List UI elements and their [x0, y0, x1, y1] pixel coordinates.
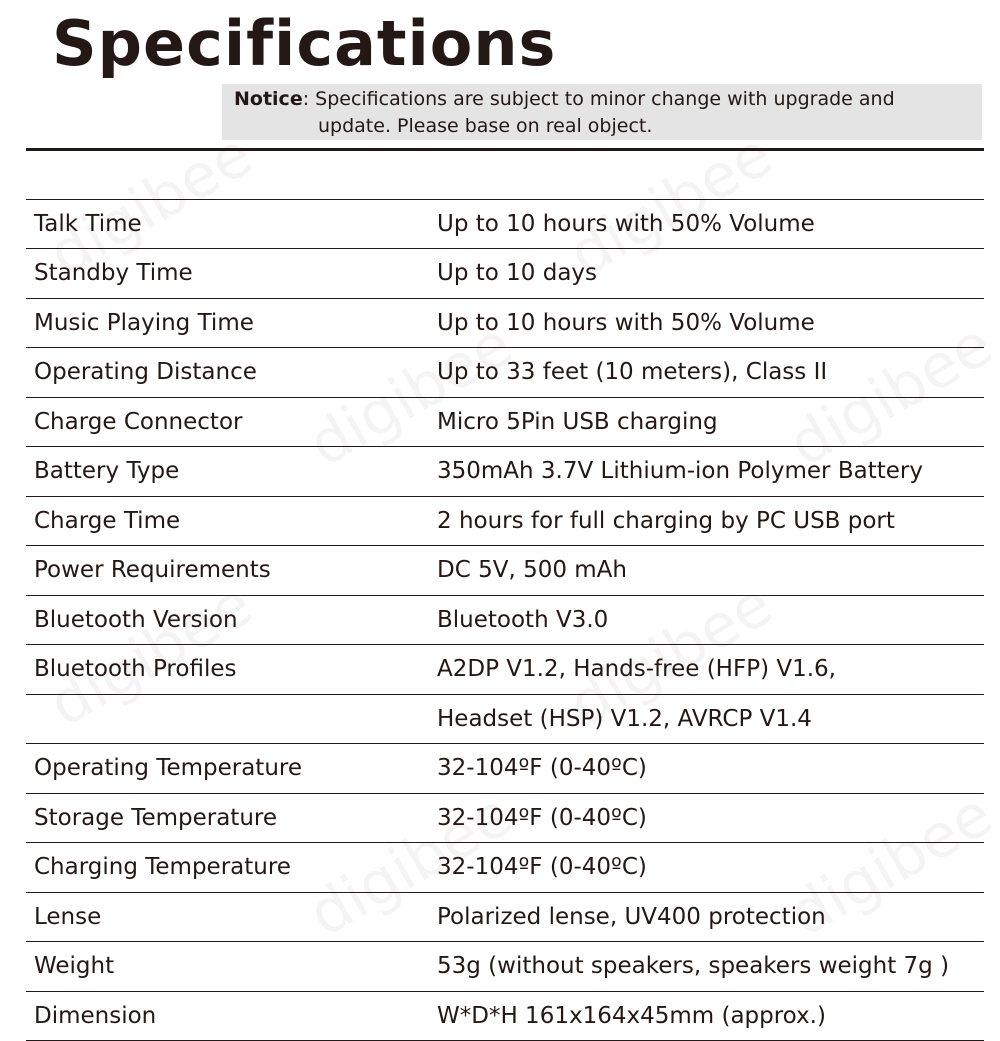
- spec-label: Power Requirements: [26, 546, 429, 596]
- spec-value: 2 hours for full charging by PC USB port: [429, 496, 984, 546]
- spec-label: Operating Distance: [26, 348, 429, 398]
- spec-label: Charging Temperature: [26, 843, 429, 893]
- table-row: [26, 397, 984, 447]
- spec-value: Up to 10 hours with 50% Volume: [429, 199, 984, 249]
- spec-label: Charge Connector: [26, 397, 429, 447]
- spec-value: 32-104ºF (0-40ºC): [429, 793, 984, 843]
- table-row: [26, 843, 984, 893]
- spec-value: W*D*H 161x164x45mm (approx.): [429, 991, 984, 1041]
- spec-label: Bluetooth Version: [26, 595, 429, 645]
- table-row: [26, 546, 984, 596]
- spec-value: A2DP V1.2, Hands-free (HFP) V1.6,: [429, 645, 984, 695]
- notice-text-line1: : Specifications are subject to minor change with upgrade and: [302, 88, 895, 110]
- spec-label: Talk Time: [26, 199, 429, 249]
- spec-label: Storage Temperature: [26, 793, 429, 843]
- table-row: [26, 991, 984, 1041]
- spec-label: Lense: [26, 892, 429, 942]
- spec-label: Operating Temperature: [26, 744, 429, 794]
- spec-value: Up to 10 days: [429, 249, 984, 299]
- table-row: [26, 199, 984, 249]
- spec-label: Bluetooth Profiles: [26, 645, 429, 695]
- spec-value: Up to 10 hours with 50% Volume: [429, 298, 984, 348]
- table-row: [26, 447, 984, 497]
- table-row: [26, 496, 984, 546]
- table-row: [26, 298, 984, 348]
- notice-text-line2: update. Please base on real object.: [318, 115, 653, 137]
- spec-value: Bluetooth V3.0: [429, 595, 984, 645]
- table-row: [26, 942, 984, 992]
- spec-value: DC 5V, 500 mAh: [429, 546, 984, 596]
- table-row: [26, 645, 984, 695]
- spec-value: Up to 33 feet (10 meters), Class II: [429, 348, 984, 398]
- spec-value: 53g (without speakers, speakers weight 7g ): [429, 942, 984, 992]
- spec-value: 32-104ºF (0-40ºC): [429, 744, 984, 794]
- spec-value: Polarized lense, UV400 protection: [429, 892, 984, 942]
- page-title: Specifications: [52, 7, 557, 80]
- spec-table: [26, 148, 984, 1041]
- spec-label: Charge Time: [26, 496, 429, 546]
- table-row: [26, 694, 984, 744]
- spec-label: Dimension: [26, 991, 429, 1041]
- spec-label: Standby Time: [26, 249, 429, 299]
- table-row: [26, 793, 984, 843]
- spec-value: 32-104ºF (0-40ºC): [429, 843, 984, 893]
- table-row: [26, 348, 984, 398]
- table-row: [26, 249, 984, 299]
- table-row: [26, 892, 984, 942]
- spec-value: Micro 5Pin USB charging: [429, 397, 984, 447]
- notice-box: [222, 84, 982, 140]
- table-row: [26, 595, 984, 645]
- spec-value: Headset (HSP) V1.2, AVRCP V1.4: [429, 694, 984, 744]
- spec-label: [26, 694, 429, 744]
- table-row: [26, 744, 984, 794]
- spec-value: 350mAh 3.7V Lithium-ion Polymer Battery: [429, 447, 984, 497]
- notice-label: Notice: [234, 88, 303, 110]
- spec-label: Weight: [26, 942, 429, 992]
- table-top-rule: [26, 150, 984, 200]
- spec-label: Music Playing Time: [26, 298, 429, 348]
- spec-label: Battery Type: [26, 447, 429, 497]
